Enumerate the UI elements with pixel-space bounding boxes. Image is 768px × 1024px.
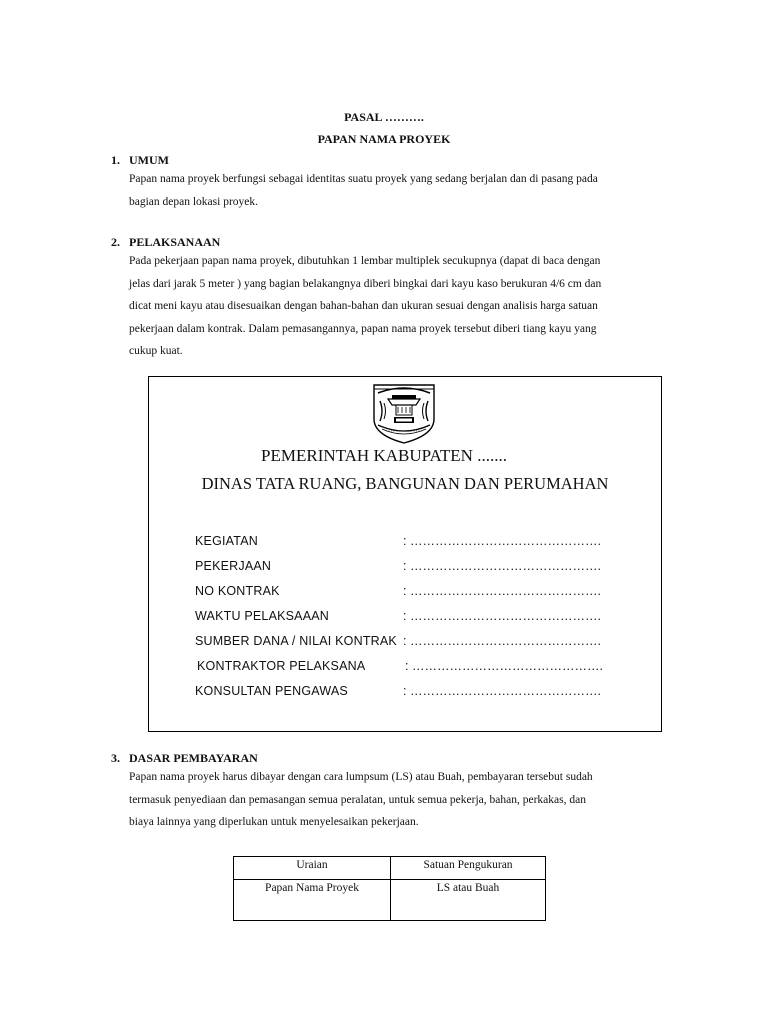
board-government-line: PEMERINTAH KABUPATEN .......: [261, 446, 507, 465]
board-field-label: PEKERJAAN: [195, 559, 272, 573]
board-field-value: : ……………………………………….: [405, 659, 603, 673]
section-1-heading: UMUM: [129, 153, 169, 167]
section-2-number: 2.: [111, 235, 120, 249]
paragraph-line: Papan nama proyek harus dibayar dengan cara lumpsum (LS) atau Buah, pembayaran tersebut sudah: [129, 771, 593, 783]
section-3-heading: DASAR PEMBAYARAN: [129, 751, 258, 765]
table-header-row: [234, 857, 546, 880]
paragraph-line: termasuk penyediaan dan pemasangan semua peralatan, untuk semua pekerja, bahan, perkakas, dan: [129, 793, 586, 806]
paragraph-line: Pada pekerjaan papan nama proyek, dibutuhkan 1 lembar multiplek secukupnya (dapat di baca dengan: [129, 255, 601, 267]
paragraph-line: cukup kuat.: [129, 345, 183, 357]
table-row: [234, 880, 546, 921]
board-agency-line: DINAS TATA RUANG, BANGUNAN DAN PERUMAHAN: [201, 474, 609, 493]
regency-coat-of-arms-icon: [370, 381, 438, 445]
board-field-value: : ……………………………………….: [403, 684, 601, 698]
table-cell: Papan Nama Proyek: [234, 880, 391, 921]
payment-table: [233, 856, 546, 921]
board-field-value: : ……………………………………….: [403, 634, 601, 648]
paragraph-line: biaya lainnya yang diperlukan untuk menyelesaikan pekerjaan.: [129, 816, 419, 828]
section-3-number: 3.: [111, 751, 120, 765]
table-header-cell: Satuan Pengukuran: [391, 857, 546, 880]
section-1-body: [129, 168, 664, 213]
paragraph-line: pekerjaan dalam kontrak. Dalam pemasangannya, papan nama proyek tersebut diberi tiang kayu yang: [129, 322, 597, 335]
section-1-number: 1.: [111, 153, 120, 167]
board-field-label: KEGIATAN: [195, 534, 258, 548]
board-field-label: SUMBER DANA / NILAI KONTRAK: [195, 634, 397, 648]
board-field-label: NO KONTRAK: [195, 584, 280, 598]
board-field-label: KONTRAKTOR PELAKSANA: [197, 659, 366, 673]
document-title: PAPAN NAMA PROYEK: [317, 132, 451, 146]
board-field-value: : ……………………………………….: [403, 534, 601, 548]
table-header-cell: Uraian: [234, 857, 391, 880]
board-field-label: KONSULTAN PENGAWAS: [195, 684, 348, 698]
board-field-label: WAKTU PELAKSAAAN: [195, 609, 330, 623]
board-field-value: : ……………………………………….: [403, 609, 601, 623]
pasal-number: PASAL ……….: [344, 110, 424, 124]
paragraph-line: jelas dari jarak 5 meter ) yang bagian belakangnya diberi bingkai dari kayu kaso berukuran 4/6 cm dan: [129, 277, 602, 290]
section-2-heading: PELAKSANAAN: [129, 235, 221, 249]
paragraph-line: Papan nama proyek berfungsi sebagai identitas suatu proyek yang sedang berjalan dan di pasang pada: [129, 173, 598, 185]
paragraph-line: dicat meni kayu atau disesuaikan dengan bahan-bahan dan ukuran sesuai dengan analisis harga satuan: [129, 300, 598, 312]
section-3-body: [129, 766, 664, 834]
table-cell: LS atau Buah: [391, 880, 546, 921]
section-2-body: [129, 250, 664, 363]
paragraph-line: bagian depan lokasi proyek.: [129, 195, 259, 208]
board-field-value: : ……………………………………….: [403, 584, 601, 598]
board-field-value: : ……………………………………….: [403, 559, 601, 573]
